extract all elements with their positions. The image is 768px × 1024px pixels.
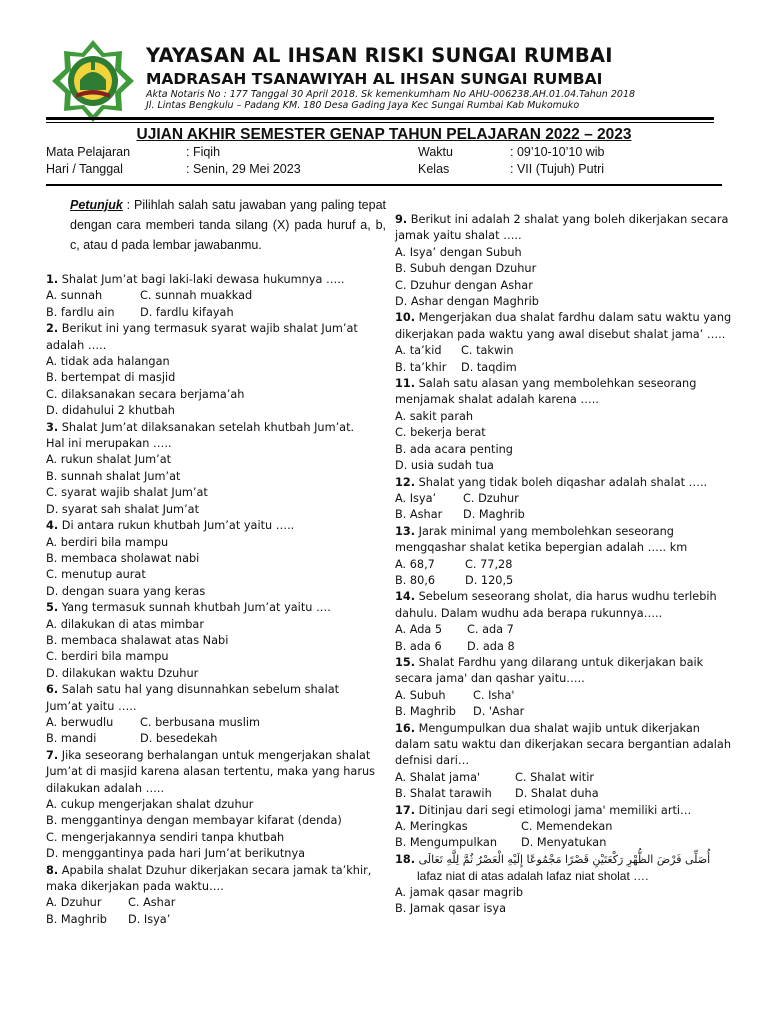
option: D. Shalat duha bbox=[515, 787, 599, 801]
option: C. Memendekan bbox=[521, 820, 613, 834]
question-14: 14. Sebelum seseorang sholat, dia harus wudhu terlebih dahulu. Dalam wudhu ada berapa rukunnya….. bbox=[395, 590, 717, 620]
option: C. bekerja berat bbox=[395, 426, 486, 440]
option: D. menggantinya pada hari Jum’at berikutnya bbox=[46, 847, 306, 861]
question-4: 4. Di antara rukun khutbah Jum’at yaitu ….. bbox=[46, 519, 295, 533]
arabic-niat-text: أُصَلِّى فَرْضَ الظُّهْرِ رَكْعَتَيْنِ قَصْرًا مَجْمُوعًا إِلَيْهِ الْعَصْرُ ثُمَّ لِلَّهِ تَعَالَى bbox=[418, 852, 711, 866]
column-right bbox=[395, 212, 735, 917]
time-value: : 09’10-10’10 wib bbox=[510, 145, 605, 159]
option: C. sunnah muakkad bbox=[140, 289, 253, 303]
date-label: Hari / Tanggal bbox=[46, 162, 123, 176]
option: A. Isya’ dengan Subuh bbox=[395, 245, 522, 259]
option: A. Dzuhur bbox=[46, 896, 102, 910]
question-9: 9. Berikut ini adalah 2 shalat yang boleh dikerjakan secara jamak yaitu shalat ….. bbox=[395, 213, 729, 243]
question-8: 8. Apabila shalat Dzuhur dikerjakan secara jamak ta’khir, maka dikerjakan pada waktu…. bbox=[46, 863, 372, 894]
option: A. rukun shalat Jum’at bbox=[46, 453, 172, 467]
option: C. Ashar bbox=[128, 896, 176, 910]
option: D. ada 8 bbox=[467, 639, 515, 653]
option: D. didahului 2 khutbah bbox=[46, 404, 175, 418]
question-15: 15. Shalat Fardhu yang dilarang untuk dikerjakan baik secara jama' dan qashar yaitu….. bbox=[395, 655, 704, 686]
option: A. tidak ada halangan bbox=[46, 355, 170, 369]
option: B. menggantinya dengan membayar kifarat (denda) bbox=[46, 814, 342, 828]
option: B. 80,6 bbox=[395, 573, 436, 587]
question-3: 3. Shalat Jum’at dilaksanakan setelah khutbah Jum’at. Hal ini merupakan ….. bbox=[46, 420, 355, 451]
option: A. jamak qasar magrib bbox=[395, 885, 524, 899]
option: A. sunnah bbox=[46, 289, 103, 303]
subject-label: Mata Pelajaran bbox=[46, 145, 131, 159]
option: B. ada acara penting bbox=[395, 442, 513, 456]
option: D. Menyatukan bbox=[521, 836, 607, 850]
option: B. bertempat di masjid bbox=[46, 371, 176, 385]
column-left bbox=[46, 272, 376, 928]
option: B. Ashar bbox=[395, 508, 443, 522]
question-12: 12. Shalat yang tidak boleh diqashar adalah shalat ….. bbox=[395, 475, 708, 489]
option: D. besedekah bbox=[140, 732, 218, 746]
question-5: 5. Yang termasuk sunnah khutbah Jum’at yaitu …. bbox=[46, 601, 331, 615]
question-16: 16. Mengumpulkan dua shalat wajib untuk dikerjakan dalam satu waktu dan dikerjakan secara bergantian adalah defnisi dari… bbox=[395, 721, 732, 768]
notary-info: Akta Notaris No : 177 Tanggal 30 April 2018. Sk kemenkumham No AHU-006238.AH.01.04.Tahun 2018 bbox=[146, 89, 636, 100]
meta-rule bbox=[46, 184, 722, 186]
option: B. Maghrib bbox=[46, 912, 107, 926]
option: D. usia sudah tua bbox=[395, 459, 494, 473]
option: D. fardlu kifayah bbox=[140, 305, 234, 319]
instructions bbox=[70, 195, 386, 255]
question-10: 10. Mengerjakan dua shalat fardhu dalam satu waktu yang dikerjakan pada waktu yang awal disebut shalat jama’ ….. bbox=[395, 311, 732, 341]
question-1: 1. Shalat Jum’at bagi laki-laki dewasa hukumnya ….. bbox=[46, 273, 345, 286]
instructions-text: : Pilihlah salah satu jawaban yang paling tepat dengan cara memberi tanda silang (X) pada huruf a, b, c, atau d pada lembar jawabanmu. bbox=[70, 198, 386, 252]
option: D. 120,5 bbox=[465, 573, 514, 587]
option: B. Subuh dengan Dzuhur bbox=[395, 262, 537, 276]
option: B. ta’khir bbox=[395, 360, 447, 374]
option: B. Mengumpulkan bbox=[395, 836, 498, 850]
school-address: Jl. Lintas Bengkulu – Padang KM. 180 Desa Gading Jaya Kec Sungai Rumbai Kab Mukomuko bbox=[146, 100, 580, 111]
option: B. fardlu ain bbox=[46, 305, 115, 319]
question-11: 11. Salah satu alasan yang membolehkan seseorang menjamak shalat adalah karena ….. bbox=[395, 377, 697, 407]
option: C. berbusana muslim bbox=[140, 715, 260, 729]
option: B. Jamak qasar isya bbox=[395, 902, 507, 916]
option: B. mandi bbox=[46, 732, 97, 746]
option: C. Shalat witir bbox=[515, 770, 594, 784]
header-rule-thick bbox=[46, 117, 714, 120]
header-rule-thin bbox=[46, 122, 714, 123]
option: B. Maghrib bbox=[395, 705, 456, 719]
option: A. berdiri bila mampu bbox=[46, 535, 169, 549]
option: C. berdiri bila mampu bbox=[46, 650, 169, 664]
option: D. 'Ashar bbox=[473, 705, 525, 719]
option: A. sakit parah bbox=[395, 409, 474, 423]
class-label: Kelas bbox=[418, 162, 450, 176]
option: A. Ada 5 bbox=[395, 623, 443, 637]
option: A. Meringkas bbox=[395, 820, 468, 834]
question-18: 18. أُصَلِّى فَرْضَ الظُّهْرِ رَكْعَتَيْنِ قَصْرًا مَجْمُوعًا إِلَيْهِ الْعَصْرُ ثُمَّ لِلَّهِ تَعَالَى bbox=[395, 852, 711, 866]
option: C. Isha' bbox=[473, 688, 515, 702]
option: A. ta’kid bbox=[395, 344, 442, 358]
option: A. 68,7 bbox=[395, 557, 435, 571]
instructions-label: Petunjuk bbox=[70, 198, 123, 212]
option: C. Dzuhur bbox=[463, 491, 519, 505]
option: A. Shalat jama' bbox=[395, 770, 481, 784]
question-18-text: lafaz niat di atas adalah lafaz niat sholat …. bbox=[417, 869, 649, 884]
option: D. syarat sah shalat Jum’at bbox=[46, 502, 200, 516]
option: B. membaca shalawat atas Nabi bbox=[46, 633, 229, 647]
option: C. syarat wajib shalat Jum’at bbox=[46, 486, 208, 500]
option: D. Maghrib bbox=[463, 508, 525, 522]
option: C. menutup aurat bbox=[46, 568, 146, 582]
option: A. berwudlu bbox=[46, 715, 114, 729]
option: A. Subuh bbox=[395, 688, 446, 702]
exam-title: UJIAN AKHIR SEMESTER GENAP TAHUN PELAJARAN 2022 – 2023 bbox=[136, 126, 632, 143]
option: C. 77,28 bbox=[465, 557, 513, 571]
letterhead bbox=[0, 0, 768, 125]
option: A. Isya’ bbox=[395, 491, 437, 505]
time-label: Waktu bbox=[418, 145, 453, 159]
option: C. Dzuhur dengan Ashar bbox=[395, 278, 533, 292]
option: D. dilakukan waktu Dzuhur bbox=[46, 666, 199, 680]
option: B. Shalat tarawih bbox=[395, 787, 492, 801]
question-7: 7. Jika seseorang berhalangan untuk mengerjakan shalat Jum’at di masjid karena alasan tertentu, maka yang harus dilakukan adalah ….. bbox=[46, 748, 376, 795]
option: B. sunnah shalat Jum’at bbox=[46, 469, 181, 483]
question-17: 17. Ditinjau dari segi etimologi jama' memiliki arti… bbox=[395, 803, 692, 817]
question-2: 2. Berikut ini yang termasuk syarat wajib shalat Jum’at adalah ….. bbox=[46, 322, 358, 352]
question-6: 6. Salah satu hal yang disunnahkan sebelum shalat Jum’at yaitu ….. bbox=[46, 683, 340, 713]
option: D. Isya’ bbox=[128, 912, 171, 926]
school-name: MADRASAH TSANAWIYAH AL IHSAN SUNGAI RUMBAI bbox=[146, 70, 603, 88]
option: D. Ashar dengan Maghrib bbox=[395, 295, 539, 309]
option: B. membaca sholawat nabi bbox=[46, 551, 200, 565]
option: C. dilaksanakan secara berjama’ah bbox=[46, 387, 245, 401]
option: C. takwin bbox=[461, 344, 514, 358]
option: D. dengan suara yang keras bbox=[46, 584, 206, 598]
class-value: : VII (Tujuh) Putri bbox=[510, 162, 605, 176]
option: A. dilakukan di atas mimbar bbox=[46, 617, 204, 631]
foundation-name: YAYASAN AL IHSAN RISKI SUNGAI RUMBAI bbox=[146, 44, 613, 67]
date-value: : Senin, 29 Mei 2023 bbox=[186, 162, 301, 176]
question-13: 13. Jarak minimal yang membolehkan seseorang mengqashar shalat ketika bepergian adalah ….. km bbox=[395, 524, 688, 555]
option: C. mengerjakannya sendiri tanpa khutbah bbox=[46, 830, 285, 844]
subject-value: : Fiqih bbox=[186, 145, 221, 159]
option: B. ada 6 bbox=[395, 639, 442, 653]
option: D. taqdim bbox=[461, 360, 517, 374]
school-logo-icon bbox=[50, 38, 136, 124]
option: C. ada 7 bbox=[467, 623, 514, 637]
option: A. cukup mengerjakan shalat dzuhur bbox=[46, 798, 254, 811]
